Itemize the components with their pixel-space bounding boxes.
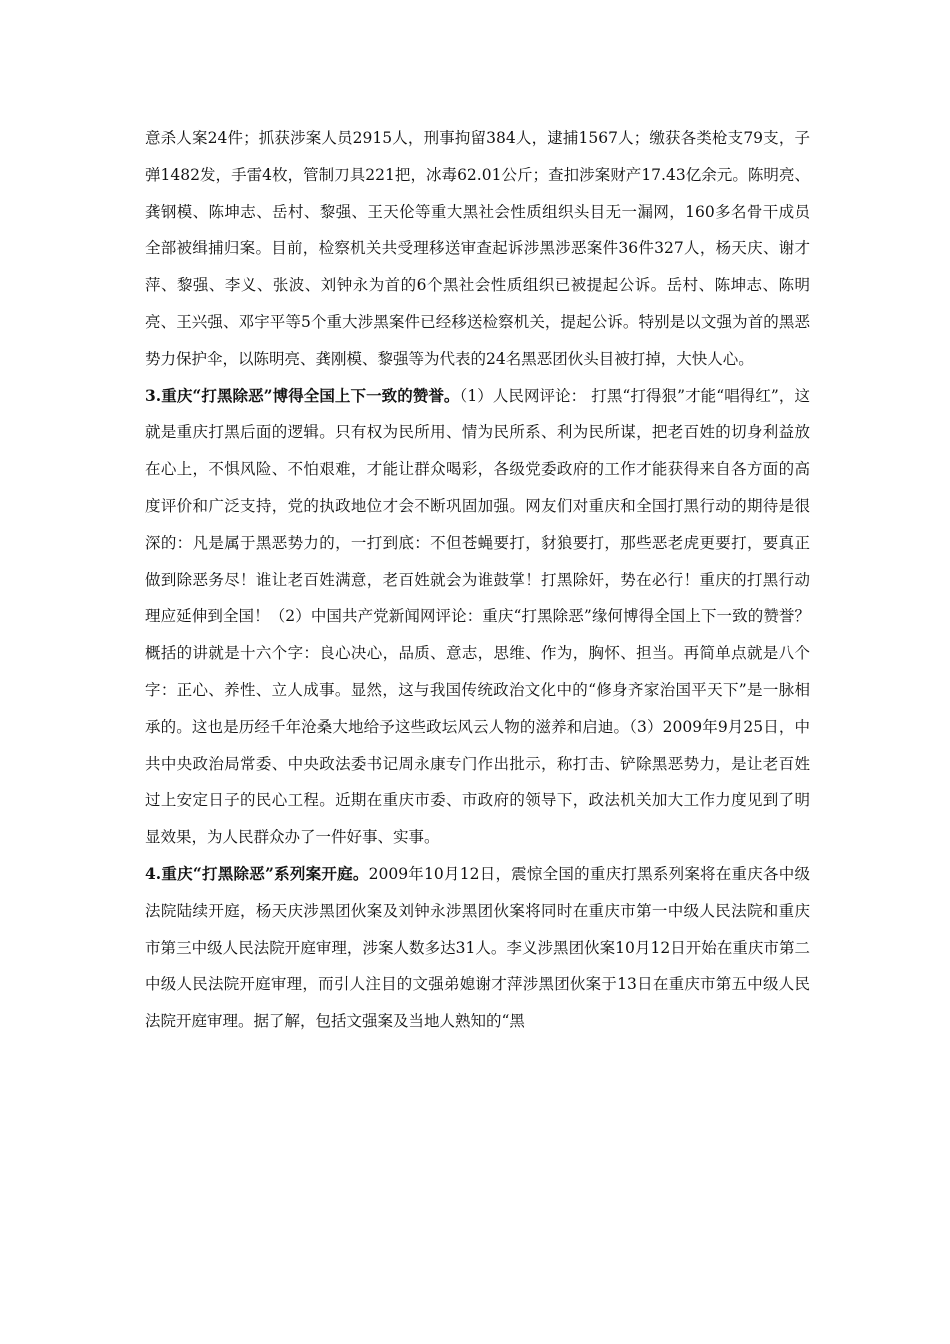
section-4-body: 2009年10月12日，震惊全国的重庆打黑系列案将在重庆各中级法院陆续开庭，杨天庆涉黑团伙案及刘钟永涉黑团伙案将同时在重庆市第一中级人民法院和重庆市第三中级人民法院开庭审理，涉案人数多达31人。李义涉黑团伙案10月12日开始在重庆市第二中级人民法院开庭审理，而引人注目的文强弟媳谢才萍涉黑团伙案于13日在重庆市第五中级人民法院开庭审理。据了解，包括文强案及当地人熟知的“黑: [145, 864, 810, 1031]
paragraph-statistics: 意杀人案24件；抓获涉案人员2915人，刑事拘留384人，逮捕1567人；缴获各类枪支79支，子弹1482发，手雷4枚，管制刀具221把，冰毒62.01公斤；查扣涉案财产17.43亿余元。陈明亮、龚钢模、陈坤志、岳村、黎强、王天伦等重大黑社会性质组织头目无一漏网，160多名骨干成员全部被缉捕归案。目前，检察机关共受理移送审查起诉涉黑涉恶案件36件327人，杨天庆、谢才萍、黎强、李义、张波、刘钟永为首的6个黑社会性质组织已被提起公诉。岳村、陈坤志、陈明亮、王兴强、邓宇平等5个重大涉黑案件已经移送检察机关，提起公诉。特别是以文强为首的黑恶势力保护伞，以陈明亮、龚刚模、黎强等为代表的24名黑恶团伙头目被打掉，大快人心。: [145, 129, 810, 368]
section-3-body: （1）人民网评论： 打黑“打得狠”才能“唱得红”，这就是重庆打黑后面的逻辑。只有权为民所用、情为民所系、利为民所谋，把老百姓的切身利益放在心上，不惧风险、不怕艰难，才能让群众喝彩，各级党委政府的工作才能获得来自各方面的高度评价和广泛支持，党的执政地位才会不断巩固加强。网友们对重庆和全国打黑行动的期待是很深的：凡是属于黑恶势力的，一打到底：不但苍蝇要打，豺狼要打，那些恶老虎更要打，要真正做到除恶务尽！谁让老百姓满意，老百姓就会为谁鼓掌！打黑除奸，势在必行！重庆的打黑行动理应延伸到全国！（2）中国共产党新闻网评论：重庆“打黑除恶”缘何博得全国上下一致的赞誉？概括的讲就是十六个字：良心决心，品质、意志，思维、作为，胸怀、担当。再简单点就是八个字：正心、养性、立人成事。显然，这与我国传统政治文化中的“修身齐家治国平天下”是一脉相承的。这也是历经千年沧桑大地给予这些政坛风云人物的滋养和启迪。（3）2009年9月25日，中共中央政治局常委、中央政法委书记周永康专门作出批示，称打击、铲除黑恶势力，是让老百姓过上安定日子的民心工程。近期在重庆市委、市政府的领导下，政法机关加大工作力度见到了明显效果，为人民群众办了一件好事、实事。: [145, 386, 810, 847]
paragraph-section-3: [145, 378, 810, 856]
document-body: [145, 120, 810, 1040]
section-3-heading: 3.重庆“打黑除恶”博得全国上下一致的赞誉。: [145, 385, 460, 405]
section-4-heading: 4.重庆“打黑除恶”系列案开庭。: [145, 863, 369, 883]
paragraph-section-4: [145, 856, 810, 1040]
